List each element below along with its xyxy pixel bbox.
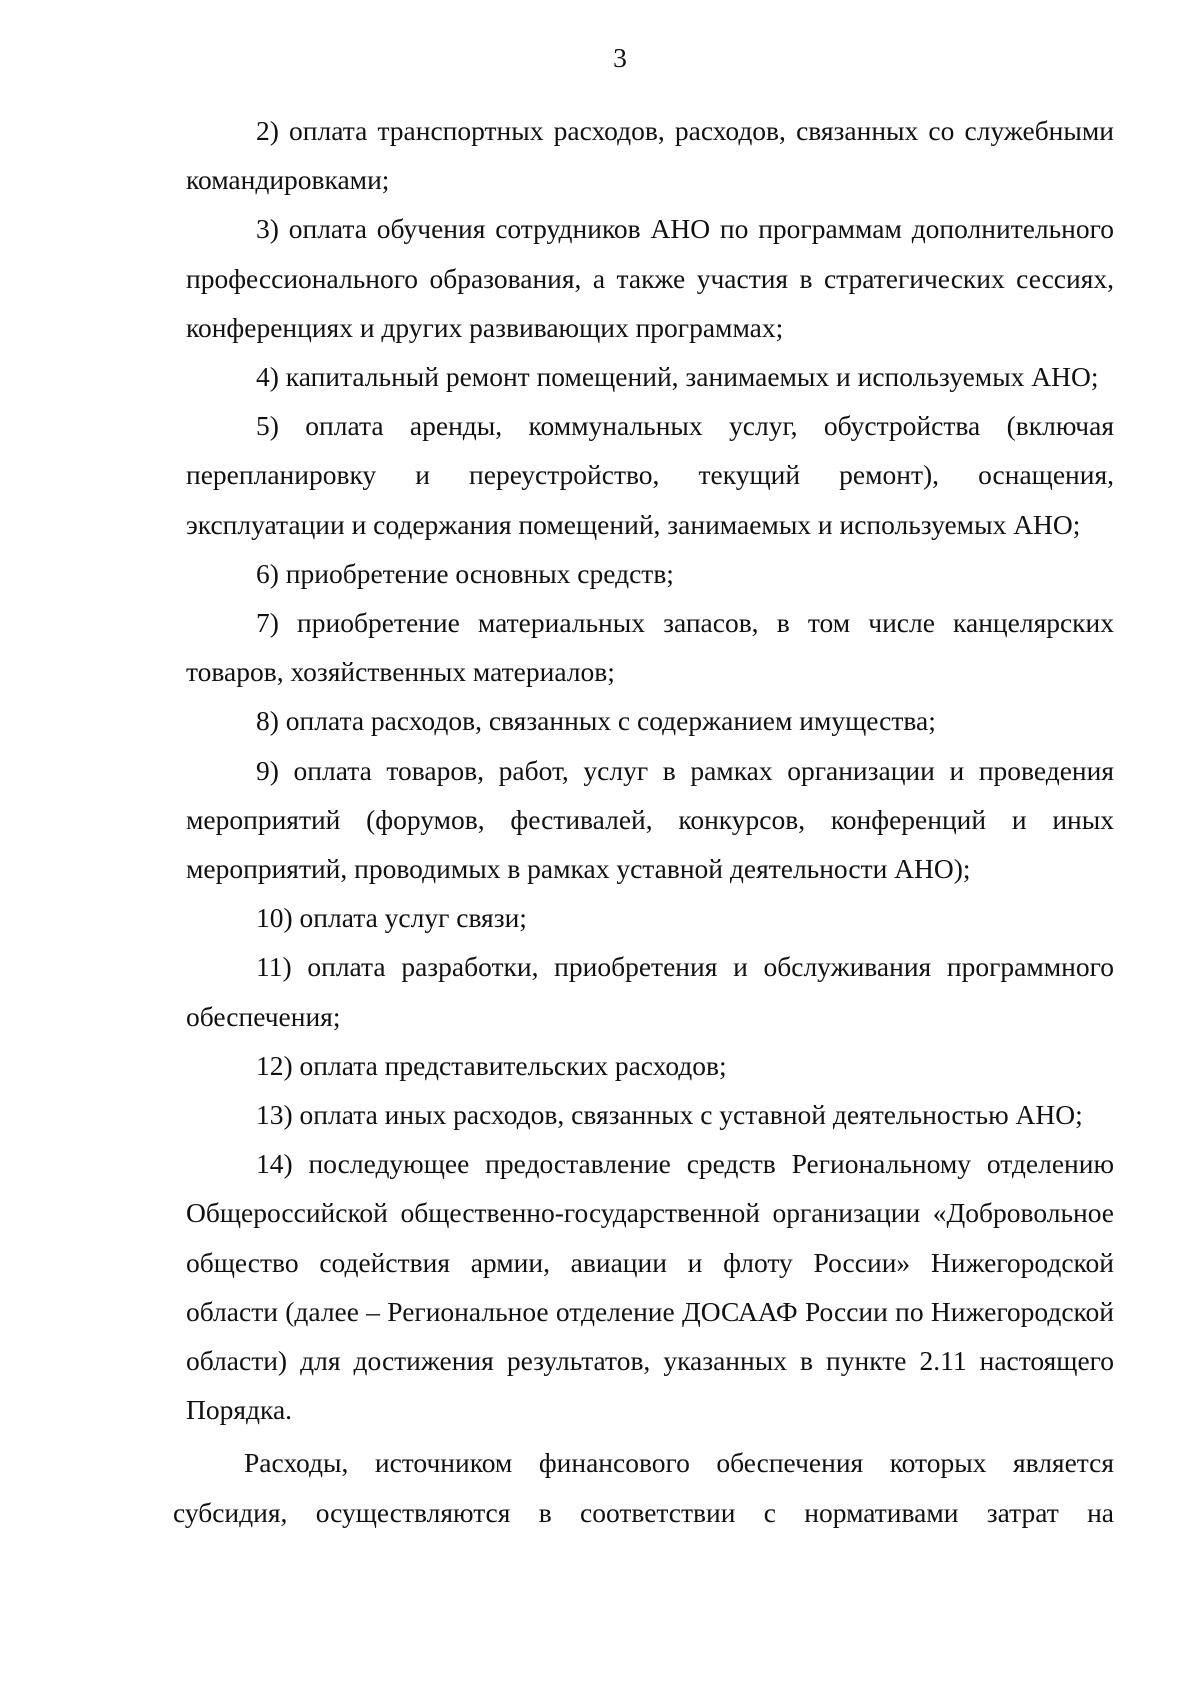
closing-paragraph: Расходы, источником финансового обеспечения которых является субсидия, осуществляются в соответствии с нормативами затрат на xyxy=(173,1447,1114,1528)
list-item: 11) оплата разработки, приобретения и обслуживания программного обеспечения; xyxy=(186,951,1114,1032)
list-item: 10) оплата услуг связи; xyxy=(256,902,527,934)
list-item: 14) последующее предоставление средств Региональному отделению Общероссийской общественно-государственной организации «Добровольное общество содействия армии, авиации и флоту России» Нижегородской области (далее – Региональное отделение ДОСААФ России по Нижегородской области) для достижения результатов, указанных в пункте 2.11 настоящего Порядка. xyxy=(186,1148,1114,1426)
list-item: 8) оплата расходов, связанных с содержанием имущества; xyxy=(256,705,936,737)
page-number: 3 xyxy=(613,42,627,73)
list-item: 7) приобретение материальных запасов, в том числе канцелярских товаров, хозяйственных материалов; xyxy=(186,607,1114,688)
list-item: 4) капитальный ремонт помещений, занимаемых и используемых АНО; xyxy=(256,361,1099,393)
list-item: 3) оплата обучения сотрудников АНО по программам дополнительного профессионального образования, а также участия в стратегических сессиях, конференциях и других развивающих программах; xyxy=(186,213,1114,343)
list-item: 2) оплата транспортных расходов, расходов, связанных со служебными командировками; xyxy=(186,115,1114,196)
document-body xyxy=(173,106,1114,1537)
list-item: 5) оплата аренды, коммунальных услуг, обустройства (включая перепланировку и переустройство, текущий ремонт), оснащения, эксплуатации и содержания помещений, занимаемых и используемых АНО; xyxy=(186,410,1114,540)
list-item: 6) приобретение основных средств; xyxy=(256,557,674,589)
list-item: 9) оплата товаров, работ, услуг в рамках организации и проведения мероприятий (форумов, фестивалей, конкурсов, конференций и иных мероприятий, проводимых в рамках уставной деятельности АНО); xyxy=(186,754,1114,885)
list-item: 12) оплата представительских расходов; xyxy=(256,1049,727,1081)
list-item: 13) оплата иных расходов, связанных с уставной деятельностью АНО; xyxy=(256,1099,1083,1131)
